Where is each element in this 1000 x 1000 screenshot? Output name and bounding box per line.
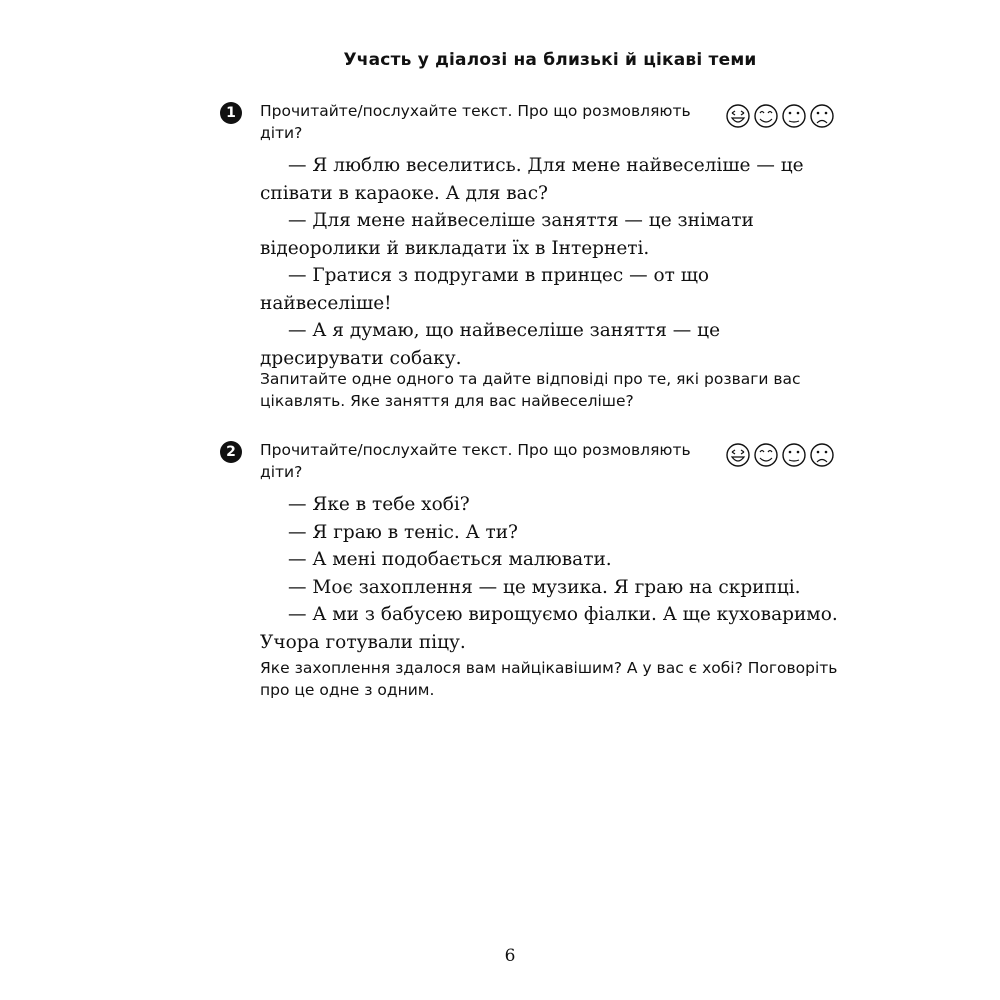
smiling-face-icon (755, 105, 777, 127)
page-number: 6 (504, 946, 516, 966)
exercise-number-badge: 1 (220, 102, 242, 124)
sad-face-icon (811, 105, 833, 127)
dialogue-line: — Моє захоплення — це музика. Я граю на скрипці. (288, 576, 801, 598)
dialogue (260, 491, 840, 656)
exercise-number-badge: 2 (220, 441, 242, 463)
dialogue-line: — Я люблю веселитись. Для мене найвеселіше — це співати в караоке. А для вас? (260, 155, 804, 204)
dialogue-line: — Для мене найвеселіше заняття — це знімати відеоролики й викладати їх в Інтернеті. (260, 210, 754, 259)
dialogue-line: — А ми з бабусею вирощуємо фіалки. А ще куховаримо. Учора готували піцу. (260, 604, 838, 653)
sad-face-icon (811, 444, 833, 466)
exercise-instruction: Прочитайте/послухайте текст. Про що розмовляють діти? (260, 441, 691, 481)
exercise-instruction: Прочитайте/послухайте текст. Про що розмовляють діти? (260, 102, 691, 142)
neutral-face-icon (783, 105, 805, 127)
dialogue-line: — А мені подобається малювати. (288, 549, 612, 570)
dialogue-line: — А я думаю, що найвеселіше заняття — це дресирувати собаку. (260, 320, 721, 369)
rating-smileys (725, 442, 839, 468)
page-title: Участь у діалозі на близькі й цікаві теми (343, 50, 757, 70)
dialogue-line: — Гратися з подругами в принцес — от що найвеселіше! (260, 265, 710, 314)
dialogue-line: — Яке в тебе хобі? (288, 494, 470, 515)
rating-smileys (725, 103, 839, 129)
dialogue-line: — Я граю в теніс. А ти? (288, 521, 518, 543)
smiling-face-icon (755, 444, 777, 466)
neutral-face-icon (783, 444, 805, 466)
laughing-face-icon (727, 444, 749, 466)
dialogue (260, 152, 840, 372)
laughing-face-icon (727, 105, 749, 127)
exercise-task: Запитайте одне одного та дайте відповіді про те, які розваги вас цікавлять. Яке заняття для вас найвеселіше? (260, 370, 801, 410)
exercise-task: Яке захоплення здалося вам найцікавішим? А у вас є хобі? Поговоріть про це одне з одним. (260, 659, 838, 699)
